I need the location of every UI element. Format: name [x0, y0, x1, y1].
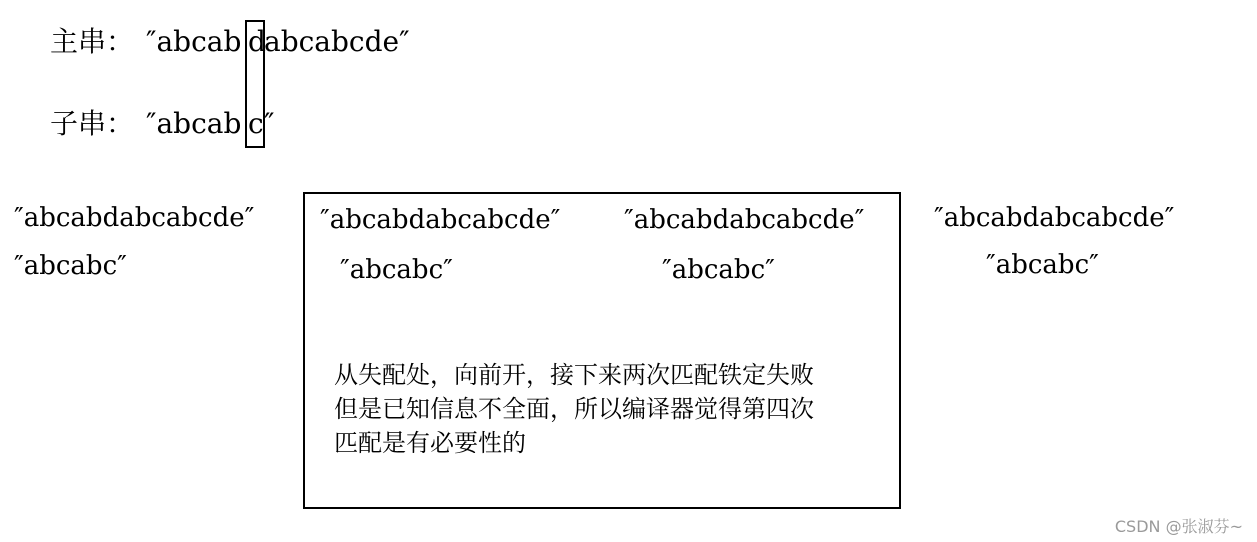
main-string-prefix: ″abcab	[146, 25, 242, 58]
sub-string-mismatch-char: c	[248, 107, 264, 140]
note-line-2: 但是已知信息不全面，所以编译器觉得第四次	[334, 395, 814, 423]
note-line-1: 从失配处，向前开，接下来两次匹配铁定失败	[334, 361, 814, 389]
attempt-1-main: ″abcabdabcabcde″	[14, 203, 255, 233]
main-string-label: 主串：	[50, 25, 135, 58]
sub-string-suffix: ″	[264, 107, 275, 140]
attempt-3-sub: ″abcabc″	[662, 255, 775, 285]
attempt-2-sub: ″abcabc″	[340, 255, 453, 285]
note-line-3: 匹配是有必要性的	[334, 429, 526, 457]
main-string-suffix: abcabcde″	[264, 25, 410, 58]
pruned-attempts-frame	[303, 192, 901, 509]
mismatch-highlight-box	[245, 20, 265, 148]
main-string-mismatch-char: d	[248, 25, 266, 58]
watermark: CSDN @张淑芬~	[1114, 517, 1243, 536]
attempt-4-main: ″abcabdabcabcde″	[934, 203, 1175, 233]
attempt-1-sub: ″abcabc″	[14, 251, 127, 281]
attempt-2-main: ″abcabdabcabcde″	[320, 205, 561, 235]
sub-string-prefix: ″abcab	[146, 107, 242, 140]
sub-string-label: 子串：	[50, 107, 135, 140]
explanation-note	[334, 358, 894, 460]
attempt-4-sub: ″abcabc″	[986, 250, 1099, 280]
attempt-3-main: ″abcabdabcabcde″	[624, 205, 865, 235]
